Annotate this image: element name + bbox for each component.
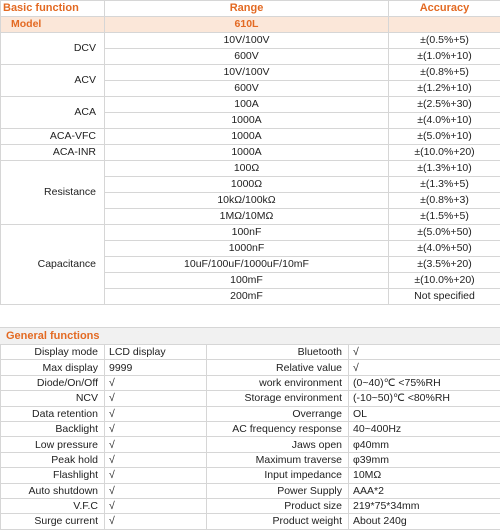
feature-label: Low pressure — [1, 437, 105, 452]
header-accuracy: Accuracy — [389, 1, 500, 17]
spec-value: 219*75*34mm — [349, 498, 500, 513]
general-row — [1, 391, 500, 406]
accuracy-value: ±(10.0%+20) — [389, 273, 500, 289]
spec-value: (0~40)℃ <75%RH — [349, 375, 500, 390]
feature-label: Max display — [1, 360, 105, 375]
spec-row — [1, 65, 500, 81]
general-row — [1, 406, 500, 421]
spec-row — [1, 97, 500, 113]
spec-label: Relative value — [207, 360, 349, 375]
accuracy-value: ±(1.2%+10) — [389, 81, 500, 97]
feature-value: √ — [105, 375, 207, 390]
feature-label: Flashlight — [1, 468, 105, 483]
spec-label: Jaws open — [207, 437, 349, 452]
range-value: 10uF/100uF/1000uF/10mF — [105, 257, 389, 273]
spec-label: Product weight — [207, 514, 349, 529]
accuracy-value: ±(1.0%+10) — [389, 49, 500, 65]
range-value: 1000A — [105, 113, 389, 129]
model-accuracy-blank — [389, 17, 500, 33]
accuracy-value: ±(5.0%+10) — [389, 129, 500, 145]
spec-label: Maximum traverse — [207, 452, 349, 467]
spec-label: Power Supply — [207, 483, 349, 498]
spec-row — [1, 33, 500, 49]
accuracy-value: ±(1.5%+5) — [389, 209, 500, 225]
function-name: ACV — [1, 65, 105, 97]
range-value: 100Ω — [105, 161, 389, 177]
section-gap — [0, 305, 500, 327]
range-value: 10V/100V — [105, 33, 389, 49]
general-row — [1, 498, 500, 513]
spec-body — [1, 33, 500, 305]
range-value: 200mF — [105, 289, 389, 305]
general-row — [1, 437, 500, 452]
feature-value: √ — [105, 468, 207, 483]
range-value: 600V — [105, 49, 389, 65]
spec-label: work environment — [207, 375, 349, 390]
feature-value: LCD display — [105, 345, 207, 360]
range-value: 100mF — [105, 273, 389, 289]
range-value: 10kΩ/100kΩ — [105, 193, 389, 209]
feature-value: √ — [105, 406, 207, 421]
accuracy-value: ±(4.0%+50) — [389, 241, 500, 257]
spec-value: √ — [349, 345, 500, 360]
feature-value: √ — [105, 498, 207, 513]
model-label: Model — [1, 17, 105, 33]
range-value: 1000nF — [105, 241, 389, 257]
spec-row — [1, 129, 500, 145]
feature-value: √ — [105, 437, 207, 452]
feature-label: Display mode — [1, 345, 105, 360]
model-value: 610L — [105, 17, 389, 33]
spec-value: √ — [349, 360, 500, 375]
general-row — [1, 452, 500, 467]
spec-value: φ40mm — [349, 437, 500, 452]
feature-value: √ — [105, 483, 207, 498]
spec-label: AC frequency response — [207, 421, 349, 436]
feature-value: √ — [105, 391, 207, 406]
general-row — [1, 514, 500, 529]
general-body — [1, 345, 500, 530]
function-name: Capacitance — [1, 225, 105, 305]
range-value: 600V — [105, 81, 389, 97]
feature-label: Diode/On/Off — [1, 375, 105, 390]
spec-label: Overrange — [207, 406, 349, 421]
spec-label: Storage environment — [207, 391, 349, 406]
general-row — [1, 360, 500, 375]
feature-label: NCV — [1, 391, 105, 406]
range-value: 100nF — [105, 225, 389, 241]
feature-label: Peak hold — [1, 452, 105, 467]
range-value: 1000A — [105, 145, 389, 161]
function-name: ACA-VFC — [1, 129, 105, 145]
feature-value: 9999 — [105, 360, 207, 375]
range-value: 100A — [105, 97, 389, 113]
spec-label: Bluetooth — [207, 345, 349, 360]
general-row — [1, 375, 500, 390]
spec-value: About 240g — [349, 514, 500, 529]
accuracy-value: ±(0.8%+3) — [389, 193, 500, 209]
accuracy-value: ±(0.8%+5) — [389, 65, 500, 81]
spec-row — [1, 161, 500, 177]
accuracy-value: ±(1.3%+5) — [389, 177, 500, 193]
general-row — [1, 421, 500, 436]
spec-value: OL — [349, 406, 500, 421]
spec-value: (-10~50)℃ <80%RH — [349, 391, 500, 406]
spec-header-row — [1, 1, 500, 17]
general-row — [1, 483, 500, 498]
range-value: 1MΩ/10MΩ — [105, 209, 389, 225]
function-name: DCV — [1, 33, 105, 65]
spec-label: Product size — [207, 498, 349, 513]
general-functions-title: General functions — [0, 327, 500, 344]
range-value: 1000A — [105, 129, 389, 145]
spec-value: φ39mm — [349, 452, 500, 467]
feature-label: Auto shutdown — [1, 483, 105, 498]
range-value: 1000Ω — [105, 177, 389, 193]
accuracy-value: ±(3.5%+20) — [389, 257, 500, 273]
function-name: ACA-INR — [1, 145, 105, 161]
feature-label: V.F.C — [1, 498, 105, 513]
feature-label: Surge current — [1, 514, 105, 529]
spec-label: Input impedance — [207, 468, 349, 483]
accuracy-value: ±(1.3%+10) — [389, 161, 500, 177]
feature-value: √ — [105, 452, 207, 467]
accuracy-value: ±(0.5%+5) — [389, 33, 500, 49]
general-row — [1, 468, 500, 483]
header-function: Basic function — [1, 1, 105, 17]
accuracy-value: ±(5.0%+50) — [389, 225, 500, 241]
accuracy-value: Not specified — [389, 289, 500, 305]
accuracy-value: ±(2.5%+30) — [389, 97, 500, 113]
spec-value: 10MΩ — [349, 468, 500, 483]
general-table — [0, 344, 500, 530]
feature-label: Data retention — [1, 406, 105, 421]
model-row — [1, 17, 500, 33]
spec-row — [1, 225, 500, 241]
feature-value: √ — [105, 514, 207, 529]
header-range: Range — [105, 1, 389, 17]
accuracy-value: ±(10.0%+20) — [389, 145, 500, 161]
function-name: ACA — [1, 97, 105, 129]
spec-row — [1, 145, 500, 161]
function-name: Resistance — [1, 161, 105, 225]
feature-value: √ — [105, 421, 207, 436]
general-row — [1, 345, 500, 360]
feature-label: Backlight — [1, 421, 105, 436]
spec-value: AAA*2 — [349, 483, 500, 498]
spec-value: 40~400Hz — [349, 421, 500, 436]
range-value: 10V/100V — [105, 65, 389, 81]
accuracy-value: ±(4.0%+10) — [389, 113, 500, 129]
